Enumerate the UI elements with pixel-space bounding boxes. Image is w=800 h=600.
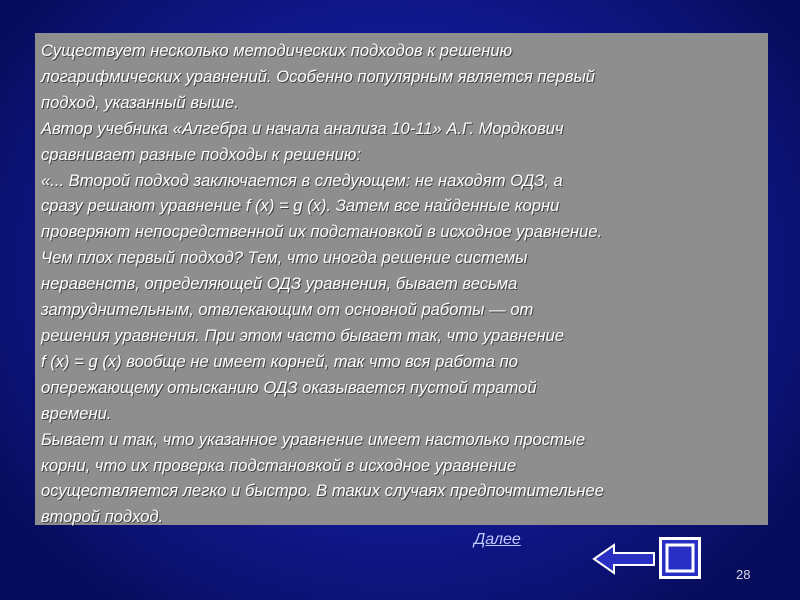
arrow-left-icon[interactable] <box>592 543 656 575</box>
text-line-10: неравенств, определяющей ОДЗ уравнения, бывает весьма <box>41 274 518 294</box>
text-line-16: Бывает и так, что указанное уравнение имеет настолько простые <box>41 429 586 449</box>
text-line-9: Чем плох первый подход? Тем, что иногда решение системы <box>41 248 528 268</box>
text-line-13: f (x) = g (x) вообще не имеет корней, так что вся работа по <box>41 351 519 371</box>
text-line-4: Автор учебника «Алгебра и начала анализа 10-11» А.Г. Мордкович <box>41 118 564 138</box>
text-line-1: Существует несколько методических подходов к решению <box>41 41 513 60</box>
text-line-8: проверяют непосредственной их подстановкой в исходное уравнение. <box>41 222 603 242</box>
text-line-15: времени. <box>41 403 112 423</box>
next-link[interactable]: Далее <box>474 531 521 548</box>
page-number: 28 <box>736 567 751 582</box>
text-line-14: опережающему отысканию ОДЗ оказывается пустой тратой <box>41 377 537 397</box>
text-line-3: подход, указанный выше. <box>41 92 239 112</box>
text-line-2: логарифмических уравнений. Особенно популярным является первый <box>41 66 596 86</box>
main-text <box>41 38 769 530</box>
text-line-12: решения уравнения. При этом часто бывает так, что уравнение <box>41 325 565 345</box>
text-line-19: второй подход. <box>41 507 164 527</box>
text-line-18: осуществляется легко и быстро. В таких случаях предпочтительнее <box>41 481 605 501</box>
text-line-5: сравнивает разные подходы к решению: <box>41 144 361 164</box>
square-icon[interactable] <box>659 537 701 579</box>
text-line-11: затруднительным, отвлекающим от основной работы — от <box>41 300 534 320</box>
text-line-17: корни, что их проверка подстановкой в исходное уравнение <box>41 455 517 475</box>
text-line-6: «... Второй подход заключается в следующем: не находят ОДЗ, а <box>41 170 563 190</box>
text-line-7: сразу решают уравнение f (x) = g (x). Затем все найденные корни <box>41 196 560 216</box>
